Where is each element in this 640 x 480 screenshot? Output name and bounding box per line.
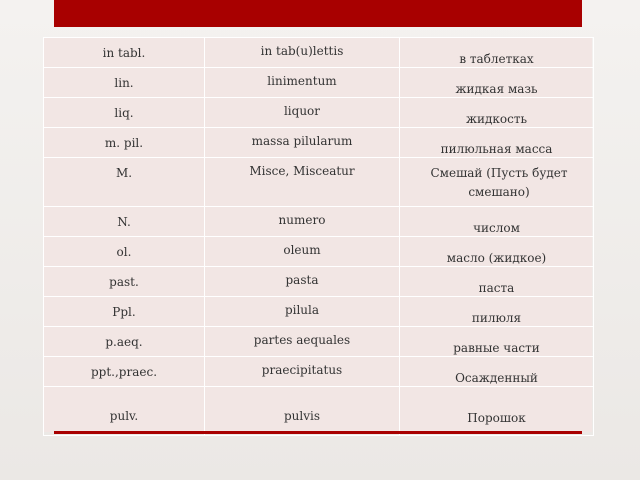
russian-cell	[400, 297, 594, 327]
abbr-cell	[44, 68, 205, 98]
latin-text: pasta	[285, 273, 319, 287]
abbr-cell	[44, 128, 205, 158]
latin-cell	[205, 38, 400, 68]
abbr-cell	[44, 38, 205, 68]
abbr-cell	[44, 357, 205, 387]
latin-cell	[205, 98, 400, 128]
abbr-cell	[44, 387, 205, 436]
abbreviation-table	[43, 37, 592, 432]
latin-cell	[205, 207, 400, 237]
russian-text: в таблетках	[459, 52, 534, 66]
abbr-text: N.	[117, 215, 131, 229]
latin-text: partes aequales	[253, 333, 351, 347]
russian-text: Осажденный	[455, 371, 538, 385]
table-row	[44, 68, 594, 98]
table-row	[44, 327, 594, 357]
latin-cell	[205, 327, 400, 357]
russian-cell	[400, 68, 594, 98]
russian-cell	[400, 237, 594, 267]
russian-cell	[400, 128, 594, 158]
abbr-text: pulv.	[109, 409, 139, 423]
abbr-text: M.	[115, 166, 133, 180]
latin-text: in tab(u)lettis	[260, 44, 344, 58]
russian-text: жидкая мазь	[455, 82, 538, 96]
abbr-cell	[44, 207, 205, 237]
abbreviation-table-grid	[43, 37, 594, 436]
latin-cell	[205, 68, 400, 98]
latin-text: linimentum	[267, 74, 337, 88]
table-row	[44, 357, 594, 387]
latin-cell	[205, 357, 400, 387]
latin-cell	[205, 128, 400, 158]
russian-text: Смешай (Пусть будет смешано)	[430, 166, 568, 199]
bottom-accent-line	[54, 431, 582, 434]
latin-cell	[205, 387, 400, 436]
russian-cell	[400, 327, 594, 357]
russian-cell	[400, 357, 594, 387]
abbr-cell	[44, 327, 205, 357]
abbr-cell	[44, 237, 205, 267]
latin-text: praecipitatus	[261, 363, 343, 377]
latin-text: massa pilularum	[251, 134, 353, 148]
latin-text: Misce, Misceatur	[249, 164, 355, 178]
abbr-text: m. pil.	[104, 136, 144, 150]
abbr-cell	[44, 297, 205, 327]
russian-text: пилюльная масса	[440, 142, 553, 156]
russian-text: масло (жидкое)	[446, 251, 547, 265]
latin-text: oleum	[283, 243, 321, 257]
latin-cell	[205, 158, 400, 207]
abbr-text: ppt.,praec.	[90, 365, 158, 379]
abbr-text: lin.	[114, 76, 134, 90]
latin-cell	[205, 237, 400, 267]
latin-text: pilula	[284, 303, 320, 317]
russian-text: паста	[478, 281, 515, 295]
russian-cell	[400, 387, 594, 436]
abbr-text: liq.	[114, 106, 134, 120]
abbr-cell	[44, 98, 205, 128]
russian-cell	[400, 207, 594, 237]
abbr-text: p.aeq.	[105, 335, 143, 349]
table-row	[44, 38, 594, 68]
russian-cell	[400, 267, 594, 297]
russian-text: пилюля	[471, 311, 522, 325]
latin-text: numero	[278, 213, 326, 227]
abbr-text: Ppl.	[112, 305, 136, 319]
table-row	[44, 207, 594, 237]
abbr-text: ol.	[116, 245, 132, 259]
table-row	[44, 387, 594, 436]
russian-text: числом	[473, 221, 520, 235]
latin-text: liquor	[283, 104, 321, 118]
table-row	[44, 237, 594, 267]
russian-text: Порошок	[467, 411, 526, 425]
abbr-cell	[44, 158, 205, 207]
russian-text: равные части	[453, 341, 540, 355]
table-row	[44, 128, 594, 158]
abbr-text: past.	[109, 275, 139, 289]
russian-cell	[400, 38, 594, 68]
table-row	[44, 98, 594, 128]
latin-cell	[205, 297, 400, 327]
table-row	[44, 158, 594, 207]
russian-cell	[400, 98, 594, 128]
abbr-cell	[44, 267, 205, 297]
latin-text: pulvis	[283, 409, 321, 423]
table-row	[44, 267, 594, 297]
russian-text: жидкость	[465, 112, 528, 126]
abbr-text: in tabl.	[102, 46, 146, 60]
title-bar	[54, 0, 582, 27]
table-row	[44, 297, 594, 327]
russian-cell	[400, 158, 594, 207]
latin-cell	[205, 267, 400, 297]
